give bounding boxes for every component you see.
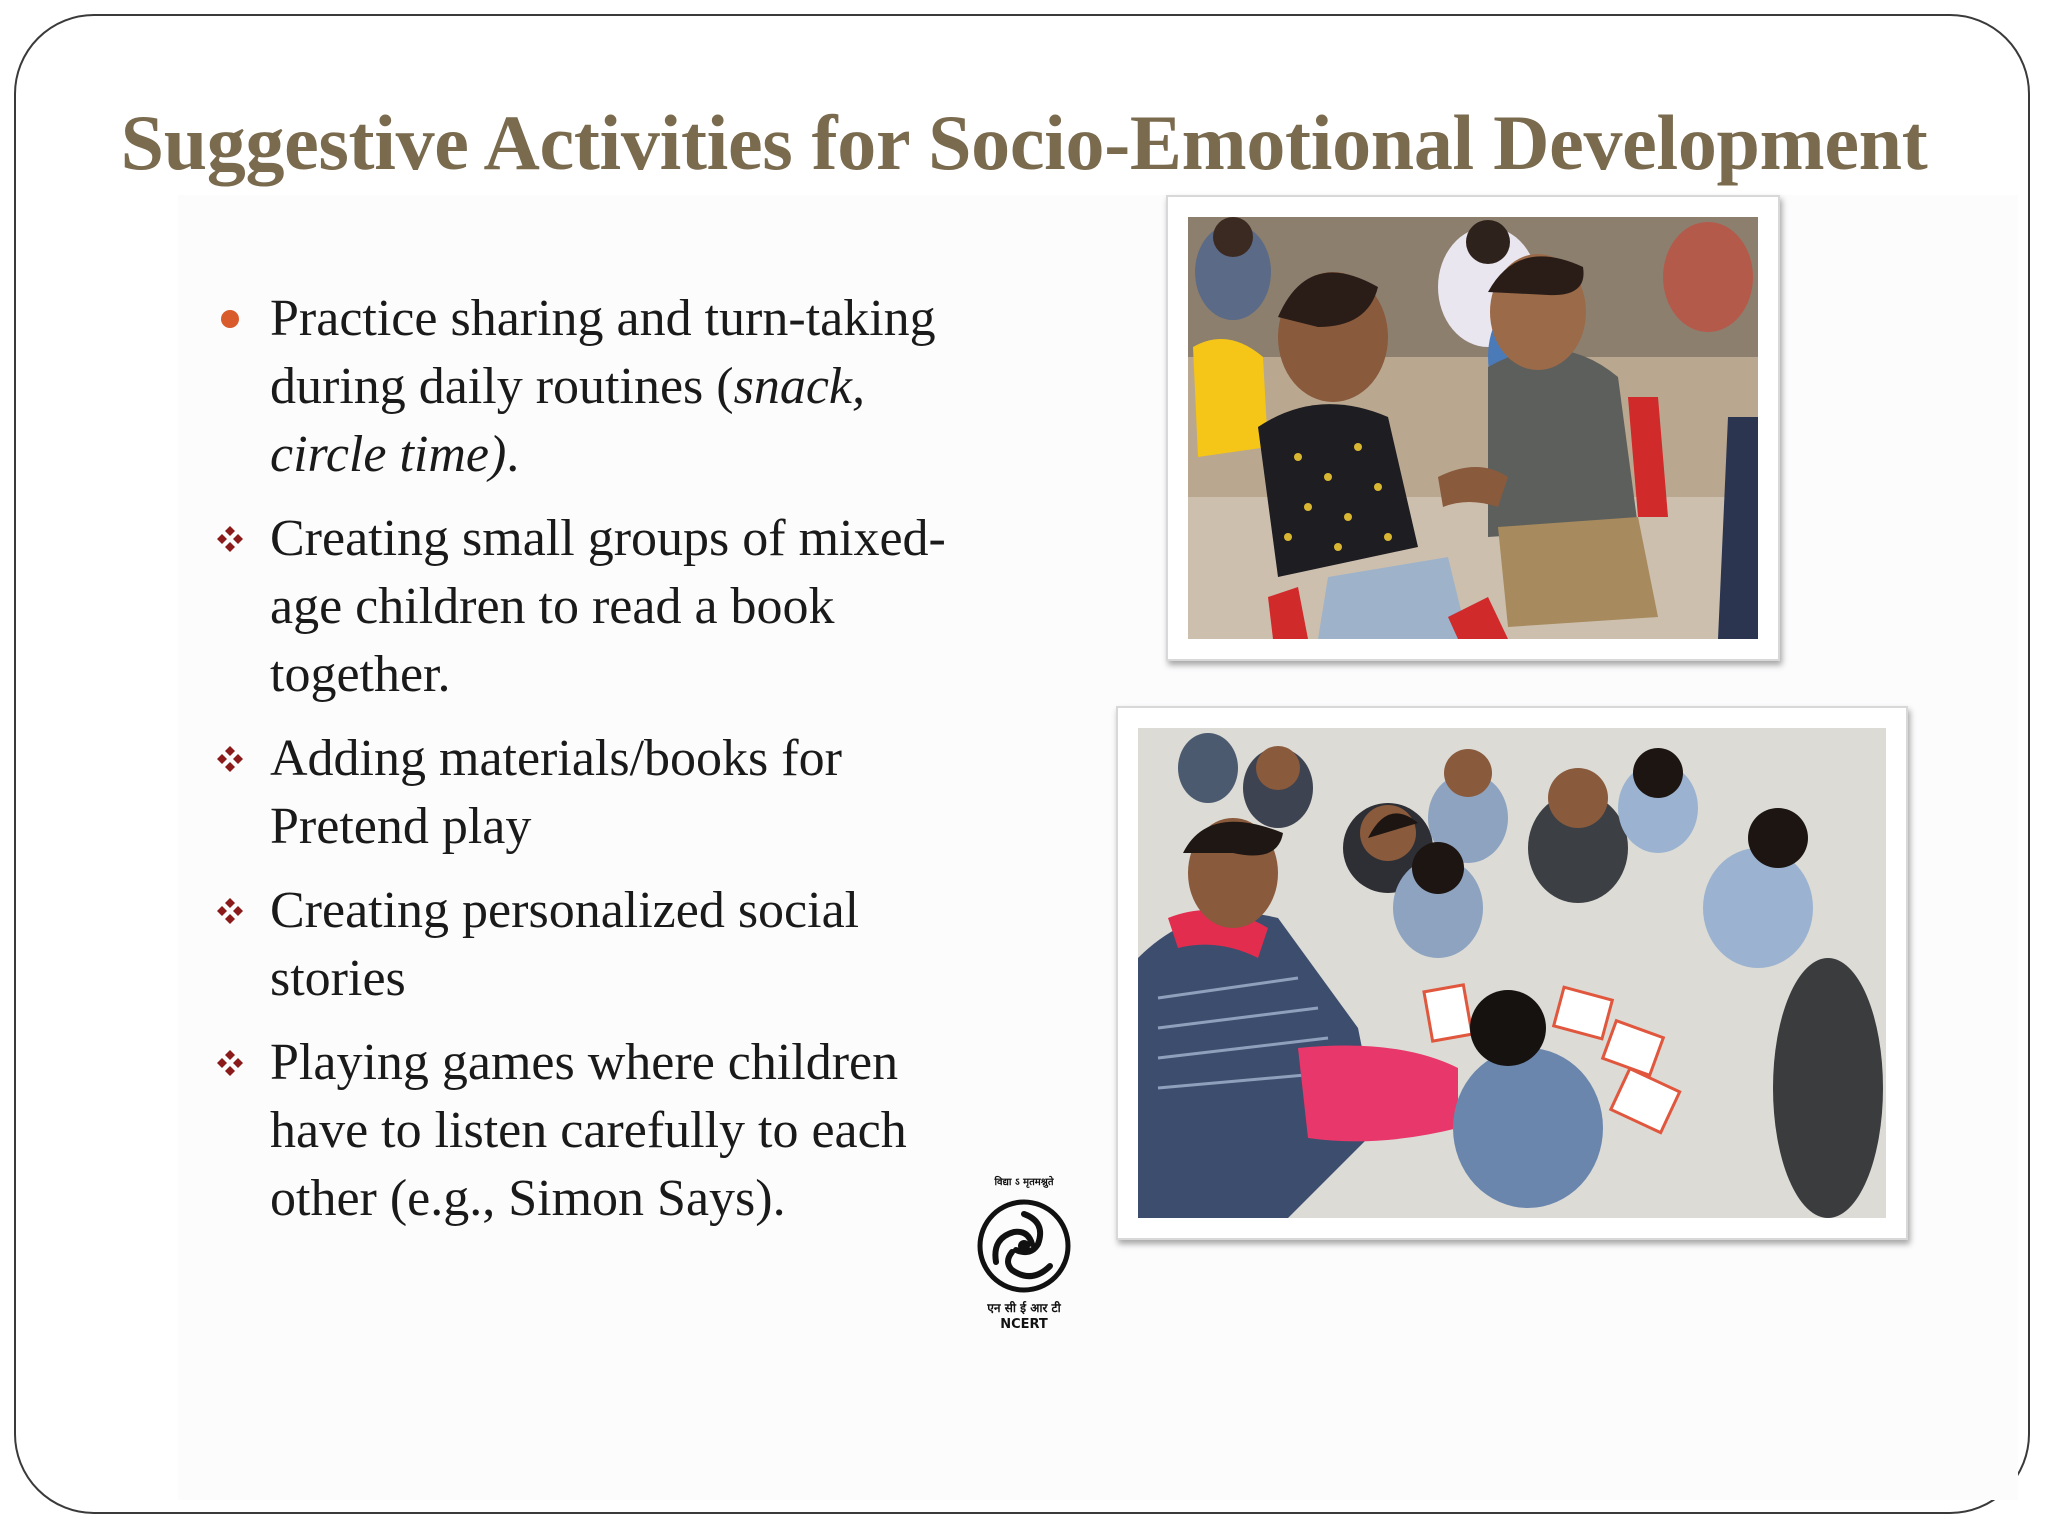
bullet-text: Playing games where children have to listen carefully to each other (e.g., Simon Says). (270, 1034, 907, 1227)
logo-motto: विद्या ऽ मृतमश्नुते (994, 1177, 1054, 1188)
diamond-bullet-icon (210, 1029, 250, 1097)
bullet-item (210, 725, 990, 861)
bullet-text: Practice sharing and turn-taking during daily routines (snack, circle time). (270, 290, 936, 483)
bullet-text: Creating personalized social stories (270, 882, 860, 1007)
slide-title: Suggestive Activities for Socio-Emotional Development (120, 99, 1928, 186)
bullet-text: Creating small groups of mixed-age children to read a book together. (270, 510, 946, 703)
ncert-emblem-icon (976, 1194, 1072, 1294)
logo-ncert-text: NCERT (1000, 1317, 1048, 1332)
diamond-bullet-icon (210, 877, 250, 945)
bullet-item (210, 505, 990, 709)
logo-hindi-text: एन सी ई आर टी (987, 1301, 1061, 1315)
bullet-text: Adding materials/books for Pretend play (270, 730, 842, 855)
diamond-bullet-icon (210, 505, 250, 573)
bullet-item (210, 877, 990, 1013)
bullet-item (210, 285, 990, 489)
children-sharing-photo (1166, 195, 1780, 661)
group-card-game-photo (1116, 706, 1908, 1240)
diamond-bullet-icon (210, 725, 250, 793)
dot-bullet-icon (210, 285, 250, 353)
ncert-logo (968, 1178, 1080, 1338)
bullet-list (210, 285, 990, 1249)
bullet-item (210, 1029, 990, 1233)
